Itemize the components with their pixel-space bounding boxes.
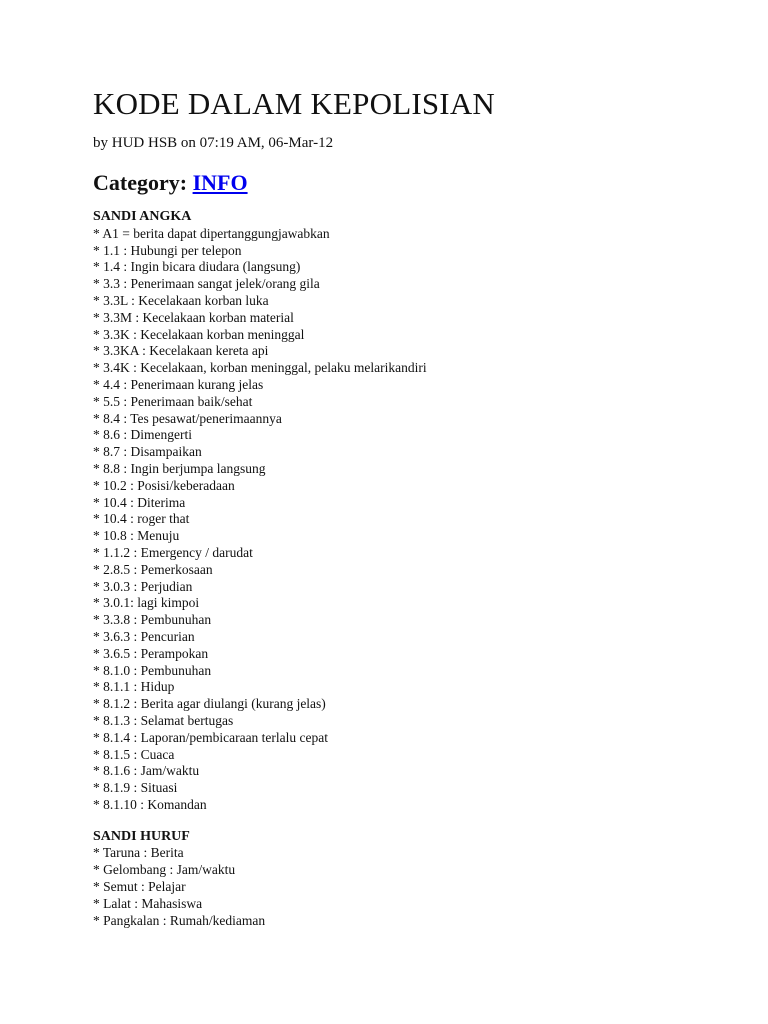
list-item: * 8.6 : Dimengerti [93, 427, 192, 443]
list-item: * 10.2 : Posisi/keberadaan [93, 477, 235, 493]
section-title-sandi-angka: SANDI ANGKA [93, 209, 192, 224]
list-item: * 10.8 : Menuju [93, 528, 180, 544]
list-item: * A1 = berita dapat dipertanggungjawabkan [93, 225, 330, 241]
list-item: * 8.1.6 : Jam/waktu [93, 763, 200, 779]
page-title: KODE DALAM KEPOLISIAN [93, 86, 496, 121]
list-item: * Gelombang : Jam/waktu [93, 862, 236, 878]
section-title-sandi-huruf: SANDI HURUF [93, 828, 190, 844]
list-item: * 3.6.3 : Pencurian [93, 628, 195, 644]
list-item: * 8.1.5 : Cuaca [93, 746, 175, 762]
list-item: * 8.1.9 : Situasi [93, 780, 178, 796]
list-item: * 8.1.0 : Pembunuhan [93, 662, 212, 678]
list-item: * 1.1.2 : Emergency / darudat [93, 544, 253, 560]
list-item: * 3.3 : Penerimaan sangat jelek/orang gila [93, 276, 320, 292]
list-item: * 8.1.4 : Laporan/pembicaraan terlalu cepat [93, 729, 329, 745]
byline: by HUD HSB on 07:19 AM, 06-Mar-12 [93, 135, 334, 151]
list-item: * 3.0.1: lagi kimpoi [93, 595, 200, 611]
category-label: Category: [93, 170, 188, 195]
list-item: * 8.1.3 : Selamat bertugas [93, 712, 234, 728]
list-item: * 1.4 : Ingin bicara diudara (langsung) [93, 259, 301, 275]
list-item: * 10.4 : roger that [93, 511, 190, 527]
list-item: * 1.1 : Hubungi per telepon [93, 242, 242, 258]
list-item: * Taruna : Berita [93, 845, 184, 861]
list-item: * Pangkalan : Rumah/kediaman [93, 912, 266, 928]
list-item: * 5.5 : Penerimaan baik/sehat [93, 393, 253, 409]
list-item: * 10.4 : Diterima [93, 494, 186, 510]
list-item: * 8.7 : Disampaikan [93, 444, 202, 460]
list-item: * 8.1.10 : Komandan [93, 796, 207, 812]
category-link[interactable]: INFO [192, 170, 248, 195]
list-item: * 3.3K : Kecelakaan korban meninggal [93, 326, 305, 342]
list-item: * 8.4 : Tes pesawat/penerimaannya [93, 410, 282, 426]
list-item: * Semut : Pelajar [93, 879, 186, 895]
sandi-angka-list [93, 226, 733, 814]
list-item: * 3.3KA : Kecelakaan kereta api [93, 343, 269, 359]
list-item: * 3.0.3 : Perjudian [93, 578, 193, 594]
sandi-huruf-list [93, 845, 733, 929]
list-item: * 3.4K : Kecelakaan, korban meninggal, pelaku melarikandiri [93, 360, 427, 376]
list-item: * 2.8.5 : Pemerkosaan [93, 561, 213, 577]
list-item: * Lalat : Mahasiswa [93, 895, 203, 911]
list-item: * 8.1.2 : Berita agar diulangi (kurang jelas) [93, 696, 326, 712]
category-line [93, 169, 733, 197]
list-item: * 3.3L : Kecelakaan korban luka [93, 292, 269, 308]
list-item: * 8.8 : Ingin berjumpa langsung [93, 460, 266, 476]
list-item: * 4.4 : Penerimaan kurang jelas [93, 376, 264, 392]
list-item: * 8.1.1 : Hidup [93, 679, 175, 695]
document-page [93, 84, 733, 929]
list-item: * 3.3M : Kecelakaan korban material [93, 309, 294, 325]
list-item: * 3.3.8 : Pembunuhan [93, 612, 212, 628]
list-item: * 3.6.5 : Perampokan [93, 645, 209, 661]
